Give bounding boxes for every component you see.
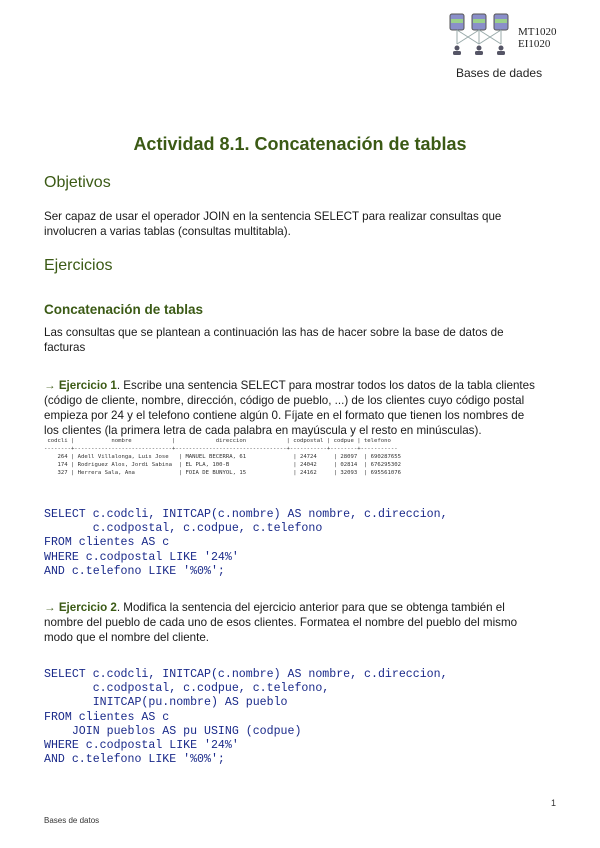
code-line: AND c.telefono LIKE '%0%'; — [44, 753, 225, 767]
footer-text: Bases de datos — [44, 816, 100, 825]
code-line: SELECT c.codcli, INITCAP(c.nombre) AS nombre, c.direccion, — [44, 668, 448, 681]
ejercicio1-statement — [44, 378, 564, 438]
database-logo-icon — [446, 10, 516, 60]
code-line: AND c.telefono LIKE '%0%'; — [44, 564, 225, 578]
text-line: los clientes (la primera letra de cada palabra en mayúscula y el resto en minúsculas). — [44, 424, 482, 437]
text-line: facturas — [44, 341, 86, 354]
objetivos-text — [44, 209, 564, 239]
page-number: 1 — [551, 798, 557, 808]
arrow-icon: → — [44, 379, 56, 392]
code-line: SELECT c.codcli, INITCAP(c.nombre) AS nombre, c.direccion, — [44, 508, 448, 521]
text-line: empieza por 24 y el telefono contiene algún 0. Fíjate en el formato que tienen los nombres de — [44, 409, 525, 422]
ejercicio2-sql-code — [44, 668, 448, 767]
text-line: . Modifica la sentencia del ejercicio anterior para que se obtenga también el — [116, 601, 505, 614]
table-row: 264 | Adell Villalonga, Luis Jose | MANUEL BECERRA, 61 | 24724 | 28097 | 690287655 — [44, 454, 401, 460]
text-line: . Escribe una sentencia SELECT para mostrar todos los datos de la tabla clientes — [116, 379, 535, 392]
text-line: Ser capaz de usar el operador JOIN en la sentencia SELECT para realizar consultas que — [44, 210, 502, 223]
ejercicio1-label: Ejercicio 1 — [58, 379, 117, 392]
course-code: EI1020 — [518, 38, 551, 50]
ejercicio1-sql-code — [44, 508, 448, 579]
text-line: nombre del pueblo de cada uno de esos clientes. Formatea el nombre del pueblo del mismo — [44, 616, 518, 629]
code-line: FROM clientes AS c — [44, 536, 170, 550]
ejercicios-heading: Ejercicios — [44, 257, 113, 274]
table-row: 174 | Rodriguez Alos, Jordi Sabina | EL PLA, 100-B | 24042 | 02814 | 676295302 — [44, 462, 401, 468]
text-line: Las consultas que se plantean a continuación las has de hacer sobre la base de datos de — [44, 326, 504, 339]
objetivos-heading: Objetivos — [44, 174, 111, 191]
code-line: c.codpostal, c.codpue, c.telefono — [44, 522, 323, 536]
text-line: modo que el nombre del cliente. — [44, 631, 209, 644]
code-line: INITCAP(pu.nombre) AS pueblo — [44, 696, 288, 710]
ejercicios-intro — [44, 325, 564, 355]
table-header: codcli | nombre | direccion | codpostal | codpue | telefono — [44, 438, 391, 444]
course-code: MT1020 — [518, 26, 557, 38]
page-title: Actividad 8.1. Concatenación de tablas — [133, 134, 467, 154]
code-line: WHERE c.codpostal LIKE '24%' — [44, 739, 239, 753]
ejercicio2-label: Ejercicio 2 — [58, 601, 117, 614]
subject-name: Bases de dades — [456, 66, 543, 80]
text-line: involucren a varias tablas (consultas multitabla). — [44, 225, 291, 238]
arrow-icon: → — [44, 601, 56, 614]
text-line: (código de cliente, nombre, dirección, código de pueblo, ...) de los clientes cuyo código postal — [44, 394, 525, 407]
course-codes — [518, 26, 557, 50]
code-line: JOIN pueblos AS pu USING (codpue) — [44, 724, 302, 738]
table-row: 327 | Herrera Sala, Ana | FOIA DE BUNYOL, 15 | 24162 | 32093 | 695561076 — [44, 470, 401, 476]
header-logo — [446, 10, 566, 82]
sample-result-table — [44, 437, 401, 477]
concatenacion-subheading: Concatenación de tablas — [44, 302, 204, 317]
table-separator: --------+-----------------------------+---------------------------------+-----------+--------+----------- — [44, 446, 398, 452]
ejercicio2-statement — [44, 600, 564, 645]
code-line: WHERE c.codpostal LIKE '24%' — [44, 550, 239, 564]
code-line: c.codpostal, c.codpue, c.telefono, — [44, 682, 330, 696]
code-line: FROM clientes AS c — [44, 710, 170, 724]
